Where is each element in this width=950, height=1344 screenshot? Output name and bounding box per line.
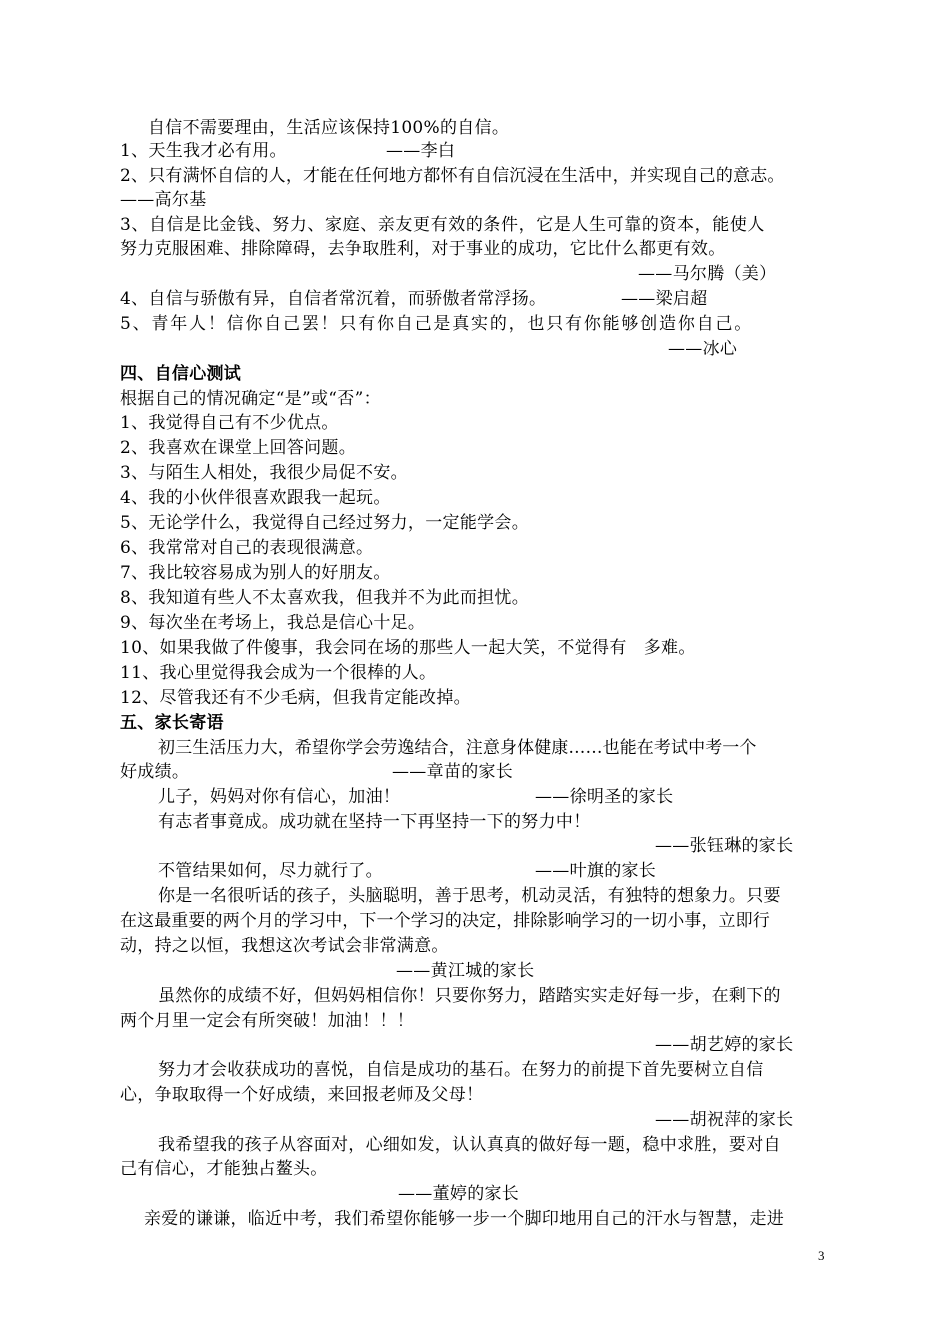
parent-message-1-author: ——章苗的家长: [392, 762, 514, 782]
parent-message-4: 不管结果如何，尽力就行了。: [158, 861, 383, 881]
parent-message-8-line-2: 己有信心，才能独占鳌头。: [120, 1159, 328, 1179]
quote-4-author: ——梁启超: [621, 289, 708, 309]
parent-message-6-author: ——胡艺婷的家长: [655, 1035, 794, 1055]
parent-message-5-author: ——黄江城的家长: [396, 961, 535, 981]
parent-message-3: 有志者事竟成。成功就在坚持一下再坚持一下的努力中！: [158, 812, 591, 832]
parent-message-6-line-2: 两个月里一定会有所突破！加油！！！: [120, 1011, 415, 1031]
parent-message-5-line-1: 你是一名很听话的孩子，头脑聪明，善于思考，机动灵活，有独特的想象力。只要: [158, 886, 781, 906]
test-item: 11、我心里觉得我会成为一个很棒的人。: [120, 663, 437, 683]
test-item: 1、我觉得自己有不少优点。: [120, 413, 339, 433]
parent-message-4-author: ——叶旗的家长: [535, 861, 657, 881]
section-heading-parent-messages: 五、家长寄语: [120, 713, 224, 733]
test-item: 8、我知道有些人不太喜欢我，但我并不为此而担忧。: [120, 588, 530, 608]
parent-message-6-line-1: 虽然你的成绩不好，但妈妈相信你！只要你努力，踏踏实实走好每一步，在剩下的: [158, 986, 781, 1006]
quote-5-author: ——冰心: [668, 339, 738, 359]
parent-message-1-line-1: 初三生活压力大，希望你学会劳逸结合，注意身体健康……也能在考试中考一个: [158, 738, 757, 758]
quote-2-author: ——高尔基: [120, 190, 207, 210]
quote-4: 4、自信与骄傲有异，自信者常沉着，而骄傲者常浮扬。: [120, 289, 547, 309]
parent-message-5-line-2: 在这最重要的两个月的学习中，下一个学习的决定，排除影响学习的一切小事，立即行: [120, 911, 770, 931]
parent-message-2-author: ——徐明圣的家长: [535, 787, 674, 807]
parent-message-3-author: ——张钰琳的家长: [655, 836, 794, 856]
quote-2: 2、只有满怀自信的人，才能在任何地方都怀有自信沉浸在生活中，并实现自己的意志。: [120, 166, 785, 186]
test-item: 2、我喜欢在课堂上回答问题。: [120, 438, 357, 458]
quote-3-author: ——马尔腾（美）: [638, 264, 777, 284]
quote-1-author: ——李白: [386, 141, 456, 161]
page-number: 3: [818, 1248, 825, 1263]
quotes-intro: 自信不需要理由，生活应该保持100%的自信。: [148, 118, 510, 138]
parent-message-8-line-1: 我希望我的孩子从容面对，心细如发，认认真真的做好每一题，稳中求胜，要对自: [158, 1135, 781, 1155]
quote-3-line-1: 3、自信是比金钱、努力、家庭、亲友更有效的条件，它是人生可靠的资本，能使人: [120, 215, 766, 235]
parent-message-7-author: ——胡祝萍的家长: [655, 1110, 794, 1130]
test-item: 9、每次坐在考场上，我总是信心十足。: [120, 613, 426, 633]
parent-message-5-line-3: 动，持之以恒，我想这次考试会非常满意。: [120, 936, 449, 956]
parent-message-1-line-2: 好成绩。: [120, 762, 190, 782]
quote-3-line-2: 努力克服困难、排除障碍，去争取胜利，对于事业的成功，它比什么都更有效。: [120, 239, 726, 259]
test-item: 12、尽管我还有不少毛病，但我肯定能改掉。: [120, 688, 471, 708]
parent-message-7-line-2: 心，争取取得一个好成绩，来回报老师及父母！: [120, 1085, 484, 1105]
test-item: 3、与陌生人相处，我很少局促不安。: [120, 463, 408, 483]
parent-message-2: 儿子，妈妈对你有信心，加油！: [158, 787, 401, 807]
parent-message-9-line-1: 亲爱的谦谦，临近中考，我们希望你能够一步一个脚印地用自己的汗水与智慧，走进: [144, 1209, 785, 1229]
parent-message-7-line-1: 努力才会收获成功的喜悦，自信是成功的基石。在努力的前提下首先要树立自信: [158, 1060, 764, 1080]
test-item: 10、如果我做了件傻事，我会同在场的那些人一起大笑，不觉得有 多难。: [120, 638, 696, 658]
test-item: 7、我比较容易成为别人的好朋友。: [120, 563, 391, 583]
quote-5: 5、青年人！信你自己罢！只有你自己是真实的，也只有你能够创造你自己。: [120, 314, 754, 334]
section-heading-confidence-test: 四、自信心测试: [120, 364, 242, 384]
quote-1: 1、天生我才必有用。: [120, 141, 287, 161]
test-item: 5、无论学什么，我觉得自己经过努力，一定能学会。: [120, 513, 530, 533]
test-instruction: 根据自己的情况确定“是”或“否”：: [120, 389, 381, 409]
test-item: 6、我常常对自己的表现很满意。: [120, 538, 374, 558]
test-item: 4、我的小伙伴很喜欢跟我一起玩。: [120, 488, 391, 508]
parent-message-8-author: ——董婷的家长: [398, 1184, 520, 1204]
